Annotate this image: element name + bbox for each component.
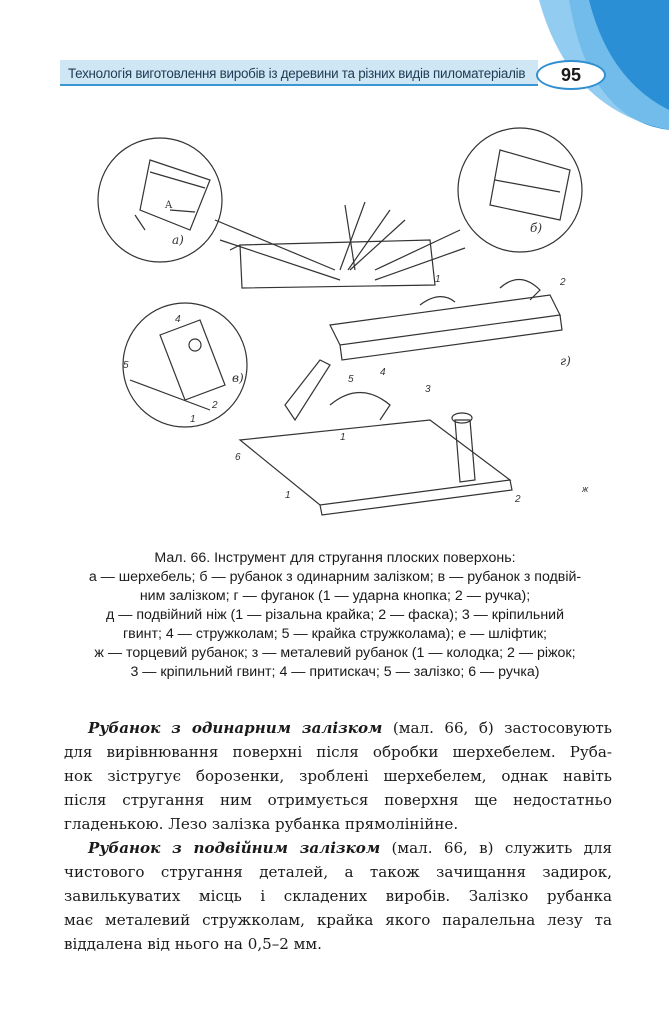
- g-label-2: 2: [560, 277, 566, 288]
- detail-a-mark: A: [165, 200, 173, 211]
- text-line: після стругання ним отримується поверхня ще недостатньо: [64, 791, 612, 809]
- text-line: віддалена від нього на 0,5–2 мм.: [64, 935, 322, 953]
- z-label-3: 3: [425, 384, 431, 395]
- planes-illustration: [90, 120, 630, 520]
- body-text: [64, 716, 612, 956]
- text-line: має металевий стружколам, крайка якого паралельна лезу та: [64, 911, 612, 929]
- text-line: завилькуватих місць і складених виробів. Залізко рубанка: [64, 887, 612, 905]
- z-label-0: 1: [340, 432, 346, 443]
- running-header-title: Технологія виготовлення виробів із деревини та різних видів пиломатеріалів: [68, 66, 526, 81]
- paragraph-single-iron-plane: [64, 716, 612, 836]
- figure-caption: [40, 549, 630, 682]
- term-single-iron-plane: Рубанок з одинарним залізком: [88, 719, 383, 737]
- z-label-6: 6: [235, 452, 241, 463]
- v-label-4: 4: [175, 314, 181, 325]
- caption-line: 3 — кріпильний гвинт; 4 — притискач; 5 — залізко; 6 — ручка): [130, 664, 540, 680]
- text-line: [64, 716, 612, 740]
- term-double-iron-plane: Рубанок з подвійним залізком: [88, 839, 381, 857]
- z-label-1: 1: [285, 490, 291, 501]
- wood-block: [230, 202, 435, 288]
- caption-line: а — шерхебель; б — рубанок з одинарним залізком; в — рубанок з подвій-: [88, 569, 582, 585]
- label-b: б): [530, 221, 543, 235]
- text-fragment: (мал. 66, в) служить для: [380, 839, 613, 857]
- v-label-5: 5: [123, 360, 129, 371]
- detail-b: [458, 128, 582, 252]
- v-label-2: 2: [212, 400, 218, 411]
- g-label-1: 1: [435, 274, 441, 285]
- label-g: г): [560, 354, 571, 368]
- caption-line: ж — торцевий рубанок; з — металевий рубанок (1 — колодка; 2 — ріжок;: [94, 645, 576, 661]
- label-a: а): [172, 233, 184, 247]
- z-label-2: 2: [515, 494, 521, 505]
- jointer-plane: [330, 274, 571, 368]
- z-label-4: 4: [380, 367, 386, 378]
- caption-line: Мал. 66. Інструмент для стругання плоских поверхонь:: [154, 550, 516, 566]
- detail-a: [98, 138, 222, 262]
- label-v: в): [232, 371, 244, 385]
- text-line: [64, 836, 612, 860]
- metal-plane: [235, 360, 589, 515]
- label-zh: ж: [582, 484, 589, 494]
- detail-v: [123, 303, 247, 427]
- v-label-1: 1: [190, 414, 196, 425]
- z-label-5: 5: [348, 374, 354, 385]
- caption-line: ним залізком; г — фуганок (1 — ударна кнопка; 2 — ручка);: [139, 588, 531, 604]
- text-line: чистового стругання деталей, а також зачищання задирок,: [64, 863, 612, 881]
- text-line: нок зістругує борозенки, зроблені шерхебелем, однак навіть: [64, 767, 612, 785]
- text-line: для вирівнювання поверхні після обробки шерхебелем. Руба-: [64, 743, 612, 761]
- caption-line: д — подвійний ніж (1 — різальна крайка; 2 — фаска); 3 — кріпильний: [105, 607, 565, 623]
- page-number: 95: [536, 60, 606, 90]
- paragraph-double-iron-plane: [64, 836, 612, 956]
- text-line: гладенькою. Лезо залізка рубанка прямолінійне.: [64, 815, 459, 833]
- caption-line: гвинт; 4 — стружколам; 5 — крайка стружколама); е — шліфтик;: [123, 626, 547, 642]
- text-fragment: (мал. 66, б) застосовують: [382, 719, 613, 737]
